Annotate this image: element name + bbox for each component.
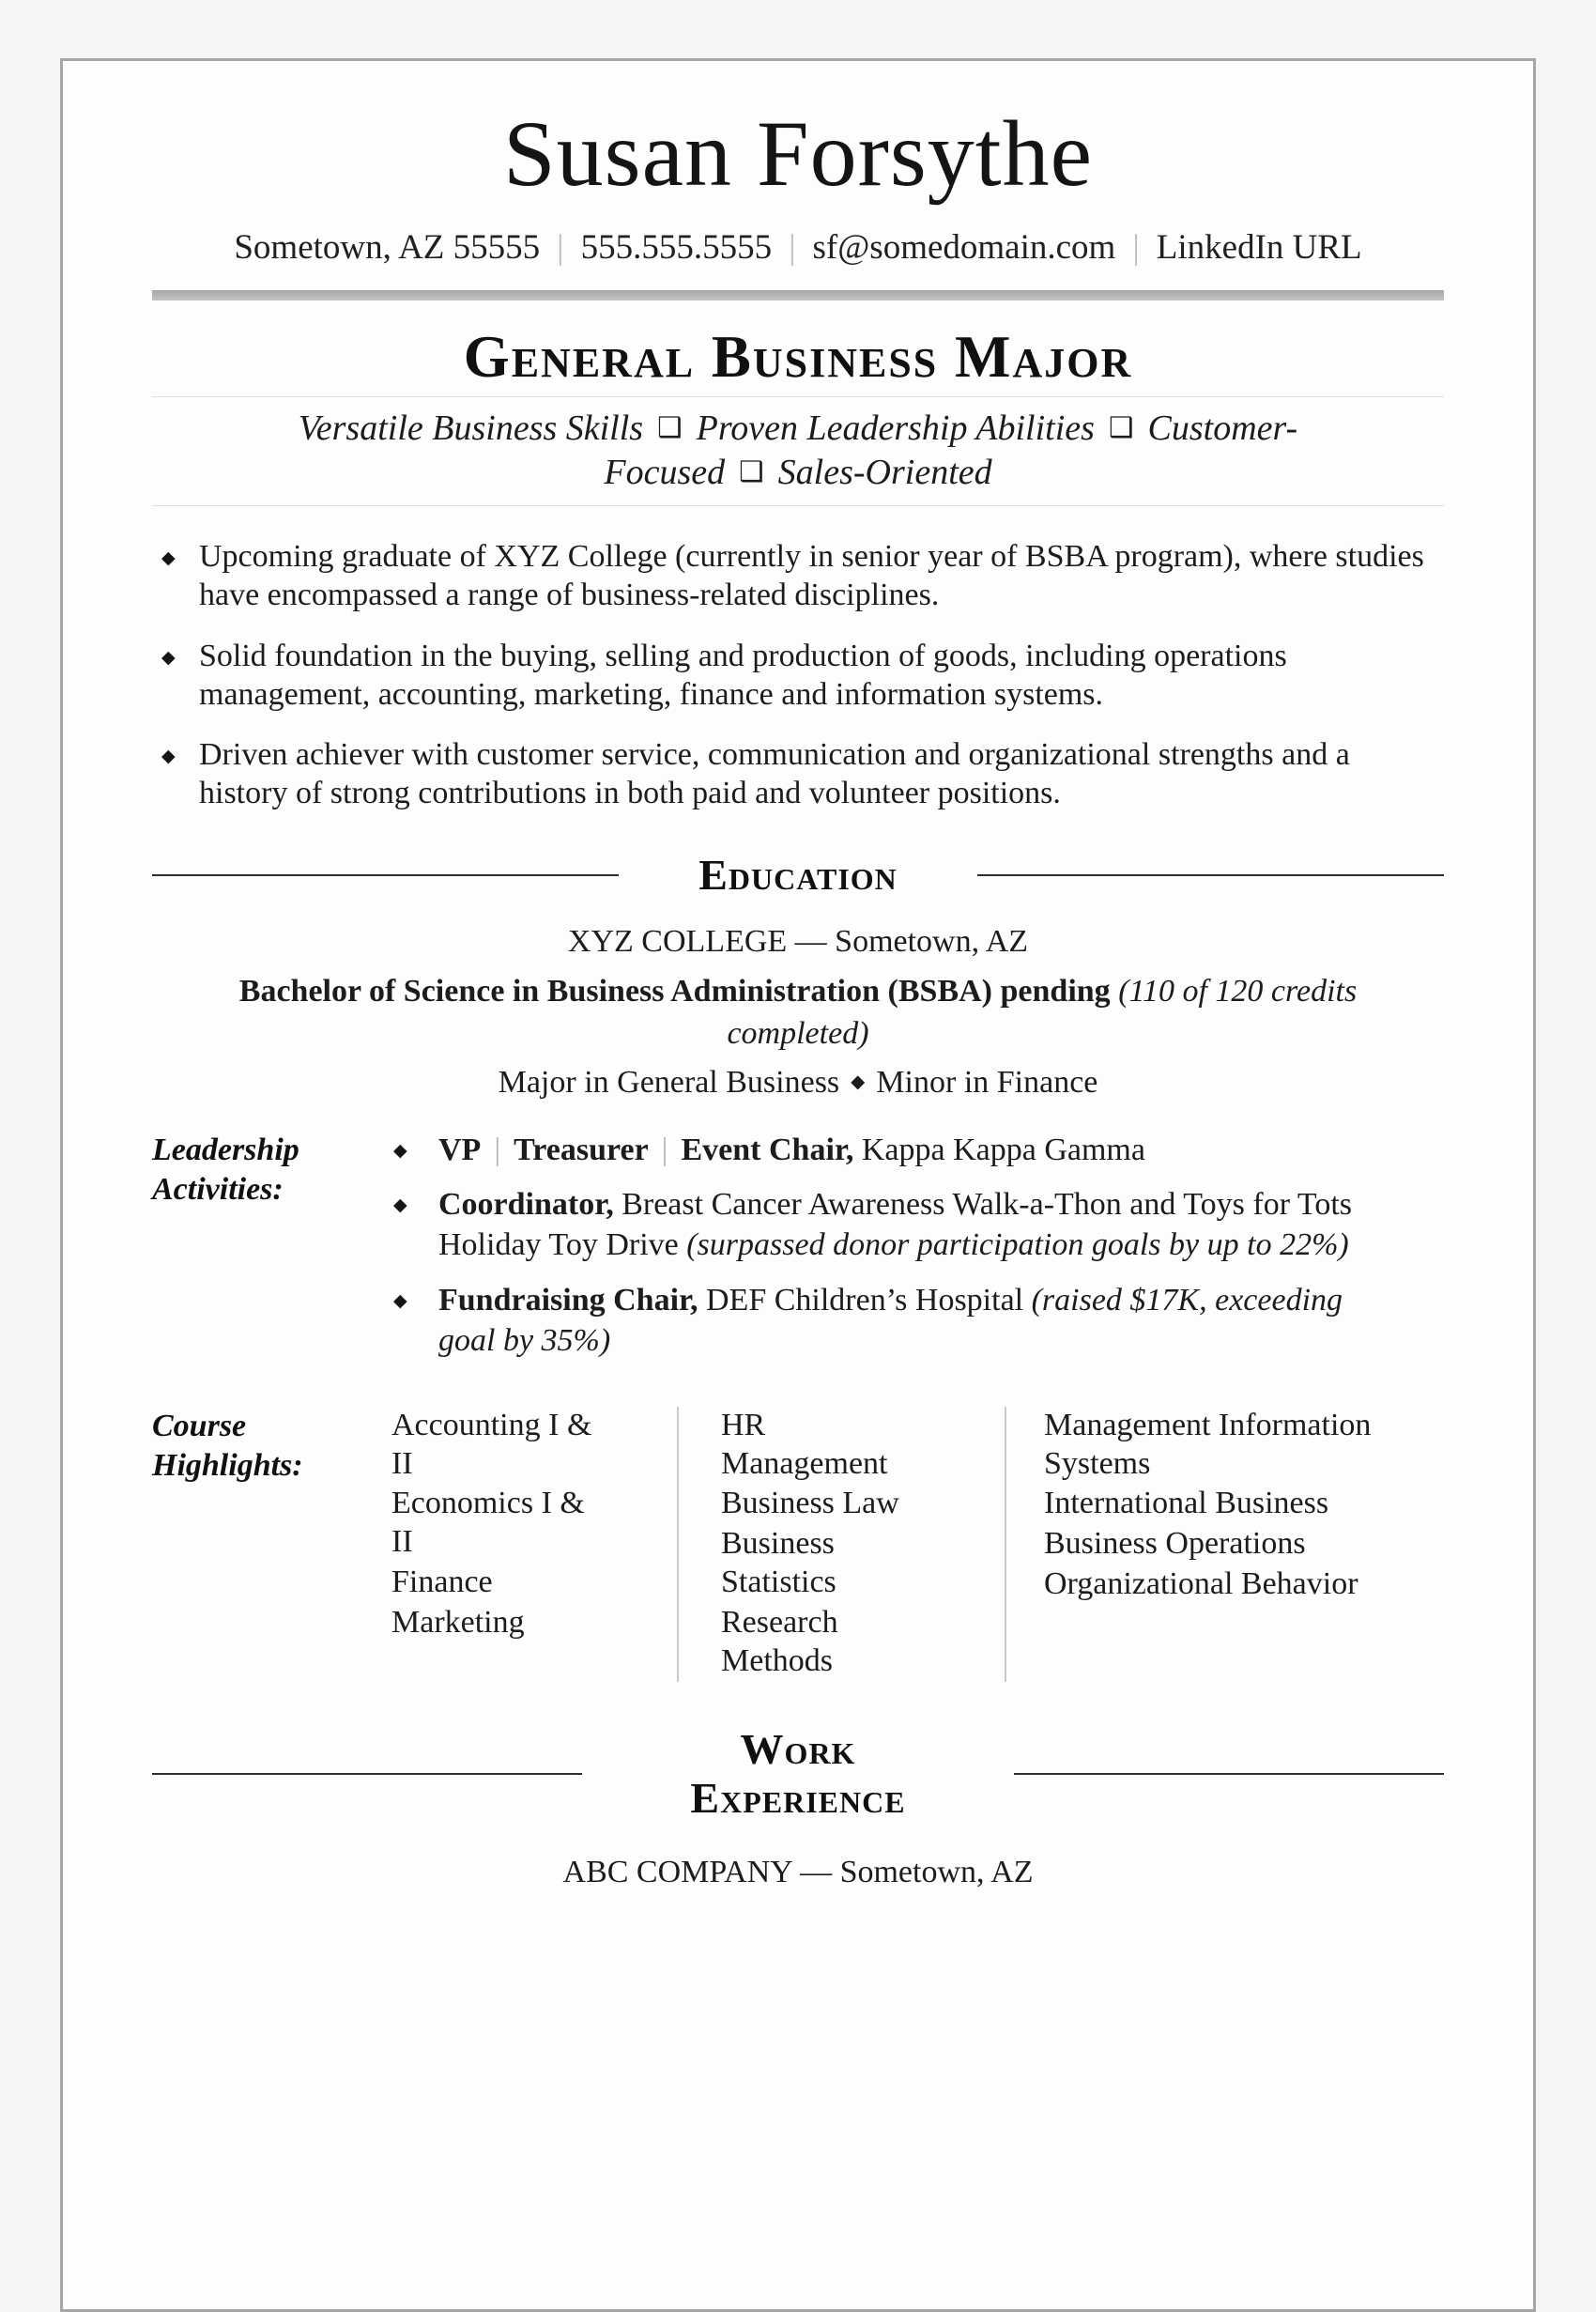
leadership-list	[391, 1131, 1444, 1377]
contact-separator-icon: |	[789, 228, 796, 267]
course-column-2	[677, 1407, 1005, 1683]
course-item: Organizational Behavior	[1044, 1565, 1358, 1601]
course-item: Marketing	[391, 1604, 525, 1640]
contact-separator-icon: |	[557, 228, 564, 267]
contact-line	[152, 227, 1444, 268]
leadership-item-text: VP | Treasurer | Event Chair, Kappa Kappa Gamma	[438, 1132, 1145, 1167]
leadership-item	[391, 1131, 1388, 1171]
summary-bullet	[152, 736, 1444, 813]
course-item: International Business	[1044, 1486, 1329, 1521]
summary-bullet	[152, 638, 1444, 715]
diamond-bullet-icon: ◆	[161, 746, 176, 767]
contact-phone: 555.555.5555	[580, 228, 773, 267]
contact-location: Sometown, AZ 55555	[234, 228, 541, 267]
section-header-work	[152, 1725, 1444, 1822]
tagline	[152, 396, 1444, 506]
major-minor-line: Major in General Business ◆ Minor in Finance	[498, 1065, 1098, 1101]
course-item: HR Management	[721, 1407, 888, 1481]
summary-list	[152, 538, 1444, 813]
leadership-item-text: Coordinator, Breast Cancer Awareness Walk-a-Thon and Toys for Tots Holiday Toy Drive (surpassed donor participation goals by up to 22%)	[438, 1187, 1353, 1263]
course-item: Economics I & II	[391, 1486, 585, 1560]
course-item: Business Statistics	[721, 1526, 836, 1599]
header-divider	[152, 290, 1444, 301]
section-title-work: Work Experience	[690, 1725, 906, 1822]
section-rule-left	[152, 874, 619, 876]
diamond-bullet-icon: ◆	[393, 1139, 407, 1161]
section-title-education: Education	[698, 850, 898, 899]
summary-bullet	[152, 538, 1444, 615]
section-rule-left	[152, 1773, 582, 1775]
course-item: Research Methods	[721, 1604, 838, 1678]
contact-linkedin: LinkedIn URL	[1156, 228, 1362, 267]
course-highlights-row	[152, 1407, 1444, 1683]
section-rule-right	[977, 874, 1444, 876]
contact-separator-icon: |	[1132, 228, 1140, 267]
diamond-bullet-icon: ◆	[161, 547, 176, 569]
leadership-label: Leadership Activities:	[152, 1132, 299, 1208]
contact-email: sf@somedomain.com	[812, 228, 1116, 267]
summary-bullet-text: Upcoming graduate of XYZ College (currently in senior year of BSBA program), where studies have encompassed a range of business-related disciplines.	[199, 539, 1424, 612]
course-item: Business Law	[721, 1486, 899, 1521]
course-column-3	[1005, 1407, 1444, 1683]
course-item: Accounting I & II	[391, 1407, 592, 1481]
resume-page	[60, 58, 1536, 2312]
course-column-1	[391, 1407, 677, 1683]
resume-name: Susan Forsythe	[503, 101, 1093, 206]
diamond-bullet-icon: ◆	[393, 1195, 407, 1216]
company-line: ABC COMPANY — Sometown, AZ	[562, 1855, 1034, 1890]
course-highlights-label: Course Highlights:	[152, 1408, 303, 1484]
course-item: Finance	[391, 1564, 493, 1599]
section-rule-right	[1014, 1773, 1444, 1775]
diamond-bullet-icon: ◆	[161, 646, 176, 668]
tagline-text: Versatile Business Skills ❑ Proven Leadership Abilities ❑ Customer-Focused ❑ Sales-Oriented	[298, 408, 1298, 492]
leadership-item	[391, 1185, 1388, 1266]
section-header-education	[152, 851, 1444, 900]
degree-line: Bachelor of Science in Business Administration (BSBA) pending (110 of 120 credits completed)	[238, 973, 1358, 1051]
summary-bullet-text: Driven achiever with customer service, communication and organizational strengths and a history of strong contributions in both paid and volunteer positions.	[199, 737, 1350, 811]
summary-bullet-text: Solid foundation in the buying, selling and production of goods, including operations management, accounting, marketing, finance and information systems.	[199, 638, 1287, 712]
headline-title: General Business Major	[463, 324, 1133, 390]
course-item: Business Operations	[1044, 1526, 1306, 1562]
school-line: XYZ COLLEGE — Sometown, AZ	[567, 924, 1029, 960]
diamond-bullet-icon: ◆	[393, 1290, 407, 1312]
leadership-item-text: Fundraising Chair, DEF Children’s Hospital (raised $17K, exceeding goal by 35%)	[438, 1283, 1343, 1358]
course-item: Management Information Systems	[1044, 1407, 1372, 1481]
leadership-row	[152, 1131, 1444, 1377]
leadership-item	[391, 1281, 1388, 1362]
